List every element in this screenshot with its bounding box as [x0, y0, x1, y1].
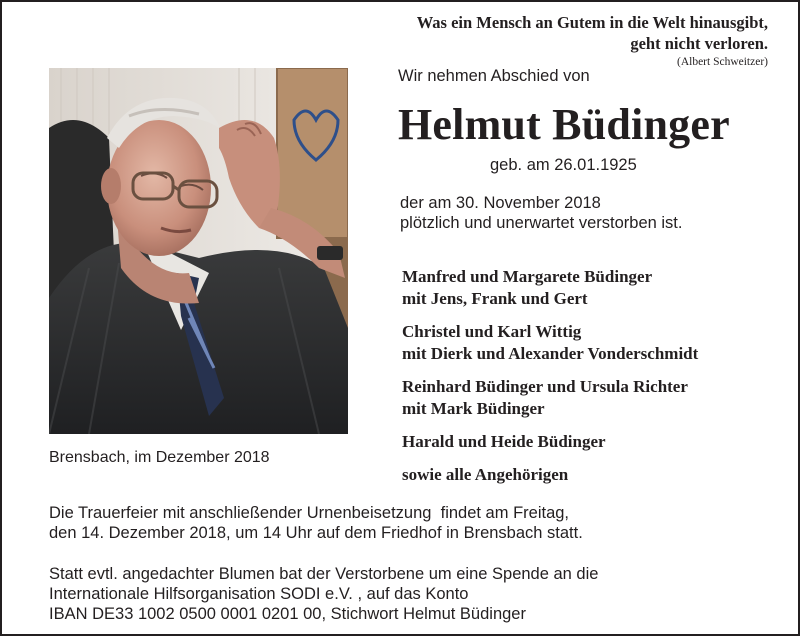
- mourner-line: Harald und Heide Büdinger: [402, 432, 606, 451]
- death-notice: [400, 193, 682, 233]
- funeral-line: Die Trauerfeier mit anschließender Urnenbeisetzung findet am Freitag,: [49, 504, 569, 522]
- donation-line: Internationale Hilfsorganisation SODI e.V. , auf das Konto: [49, 585, 469, 603]
- mourner-line: Manfred und Margarete Büdinger: [402, 267, 653, 286]
- quote-line: Was ein Mensch an Gutem in die Welt hinausgibt,: [416, 13, 768, 32]
- mourner-line: Reinhard Büdinger und Ursula Richter: [402, 377, 688, 396]
- portrait-photo: [49, 68, 348, 434]
- intro-text: Wir nehmen Abschied von: [398, 67, 590, 85]
- death-line: plötzlich und unerwartet verstorben ist.: [400, 214, 683, 232]
- mourner-group: [402, 376, 782, 420]
- quote-line: geht nicht verloren.: [630, 34, 768, 53]
- mourner-line: Christel und Karl Wittig: [402, 322, 582, 341]
- donation-line: Statt evtl. angedachter Blumen bat der Verstorbene um eine Spende an die: [49, 565, 599, 583]
- funeral-info: [49, 503, 583, 543]
- death-line: der am 30. November 2018: [400, 194, 601, 212]
- mourner-line: mit Mark Büdinger: [402, 399, 545, 418]
- mourner-line: mit Jens, Frank und Gert: [402, 289, 588, 308]
- mourner-line: mit Dierk und Alexander Vonderschmidt: [402, 344, 699, 363]
- mourners-list: [402, 266, 782, 497]
- deceased-name: Helmut Büdinger: [398, 100, 730, 149]
- donation-info: [49, 564, 598, 624]
- mourner-group: [402, 321, 782, 365]
- quote-author: (Albert Schweitzer): [676, 56, 768, 68]
- epigraph-quote: [417, 12, 768, 69]
- photo-caption: Brensbach, im Dezember 2018: [49, 449, 270, 466]
- donation-line: IBAN DE33 1002 0500 0001 0201 00, Stichwort Helmut Büdinger: [49, 605, 526, 623]
- mourner-group: [402, 266, 782, 310]
- mourner-line: sowie alle Angehörigen: [402, 465, 569, 484]
- mourner-group: [402, 464, 782, 486]
- birth-date: geb. am 26.01.1925: [490, 156, 637, 174]
- mourner-group: [402, 431, 782, 453]
- funeral-line: den 14. Dezember 2018, um 14 Uhr auf dem Friedhof in Brensbach statt.: [49, 524, 583, 542]
